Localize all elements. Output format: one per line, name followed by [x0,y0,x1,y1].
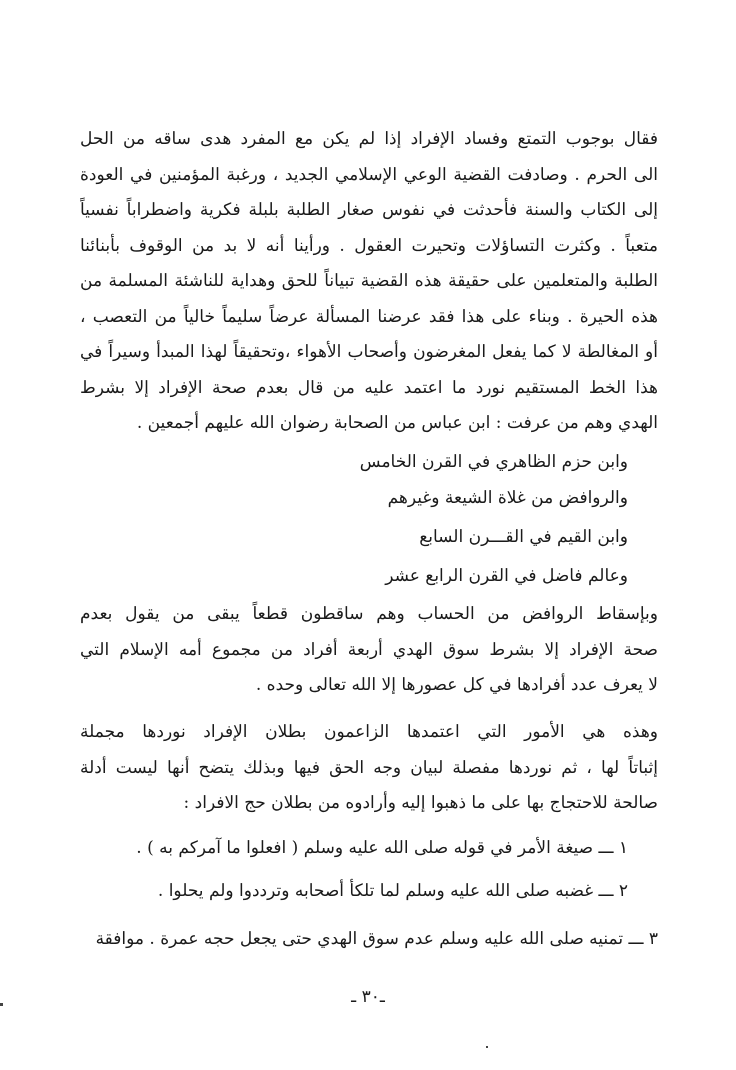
text-line: هذه الحيرة . وبناء على هذا فقد عرضنا المسألة عرضاً سليماً خالياً من التعصب ، [80,306,658,327]
list-item: وابن القيم في القـــرن السابع [419,527,628,547]
text-line: إلى الكتاب والسنة فأحدثت في نفوس صغار الطلبة بلبلة فكرية واضطراباً نفسياً [80,200,658,220]
page-number: ـ٣٠ ـ [351,987,385,1007]
list-item: وعالم فاضل في القرن الرابع عشر [385,566,628,586]
list-item: وابن حزم الظاهري في القرن الخامس [359,452,628,472]
list-item: والروافض من غلاة الشيعة وغيرهم [387,488,628,508]
list-item: ٣ ـــ تمنيه صلى الله عليه وسلم عدم سوق الهدي حتى يجعل حجه عمرة . موافقة [95,929,658,949]
text-line: هذا الخط المستقيم نورد ما اعتمد عليه من قال بعدم صحة الإفراد إلا بشرط [80,377,658,398]
text-line: أو المغالطة لا كما يفعل المغرضون وأصحاب الأهواء ،وتحقيقاً لهذا المبدأ وسيراً في [80,342,658,362]
scan-mark [486,1046,488,1048]
paragraph-matters [80,715,658,822]
text-line: فقال بوجوب التمتع وفساد الإفراد إذا لم يكن مع المفرد هدى ساقه من الحل [80,129,658,149]
text-line: متعباً . وكثرت التساؤلات وتحيرت العقول . ورأينا أنه لا بد من الوقوف بأبنائنا [80,235,658,256]
text-line: صالحة للاحتجاج بها على ما ذهبوا إليه وأرادوه من بطلان حج الافراد : [183,793,658,813]
text-line: الهدي وهم من عرفت : ابن عباس من الصحابة رضوان الله عليهم أجمعين . [136,413,658,433]
text-line: الطلبة والمتعلمين على حقيقة هذه القضية تبياناً للحق وهداية للناشئة المسلمة من [80,271,658,291]
text-line: وهذه هي الأمور التي اعتمدها الزاعمون بطلان الإفراد نوردها مجملة [80,722,658,742]
text-line: إثباتاً لها ، ثم نوردها مفصلة لبيان وجه الحق فيها وبذلك يتضح أنها ليست أدلة [80,757,658,778]
list-item: ١ ـــ صيغة الأمر في قوله صلى الله عليه وسلم ( افعلوا ما آمركم به ) . [136,838,628,858]
scan-mark [0,1003,3,1006]
text-line: وبإسقاط الروافض من الحساب وهم ساقطون قطعاً يبقى من يقول بعدم [80,604,658,624]
text-line: الى الحرم . وصادفت القضية الوعي الإسلامي الجديد ، ورغبة المؤمنين في العودة [80,164,658,185]
text-line: صحة الإفراد إلا بشرط سوق الهدي أربعة أفراد من مجموع أمه الإسلام التي [80,639,658,660]
paragraph-conclusion [80,597,658,704]
text-line: لا يعرف عدد أفرادها في كل عصورها إلا الله تعالى وحده . [255,675,658,695]
list-item: ٢ ـــ غضبه صلى الله عليه وسلم لما تلكأ أصحابه وترددوا ولم يحلوا . [157,881,628,901]
paragraph-opening [80,122,658,442]
